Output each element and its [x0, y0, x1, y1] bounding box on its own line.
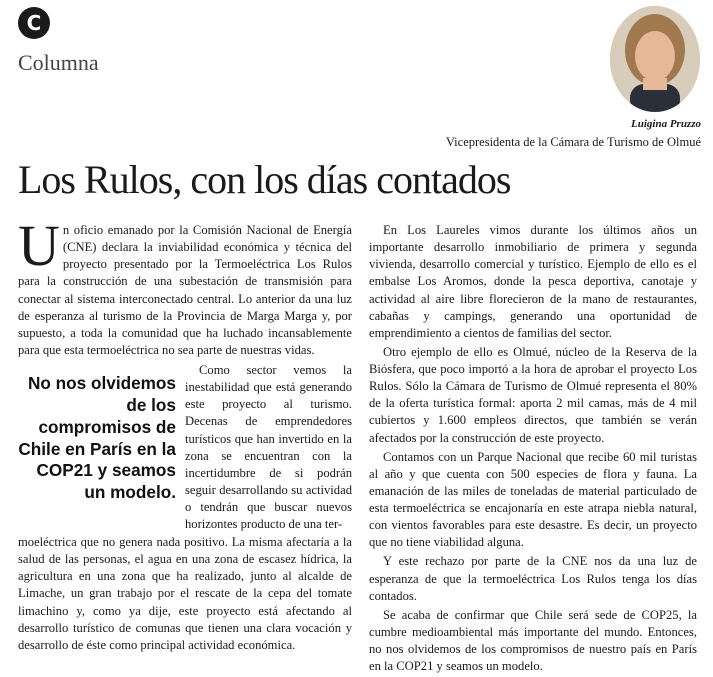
pull-quote: No nos olvidemos de los compromisos de Chile en París en la COP21 y seamos un modelo. [18, 373, 176, 503]
paragraph-laureles: En Los Laureles vimos durante los últimos años un importante desarrollo inmobiliario de primera y segunda vivienda, desarrollo comercial y turístico. Ejemplo de ello es el embalse Los Aromos, donde la pesca deportiva, canotaje y actividad al aire libre florecieron de la mano de restaurantes, cabañas y campings, generando una oportunidad de emprendimiento a cientos de familias del sector. [369, 223, 697, 340]
paragraph-rechazo: Y este rechazo por parte de la CNE nos da una luz de esperanza de que la termoeléctrica Los Rulos tenga los días contados. [369, 554, 697, 603]
mid-column-text [185, 362, 352, 533]
paragraph-parque: Contamos con un Parque Nacional que recibe 60 mil turistas al año y que cuenta con 500 especies de flora y fauna. La emanación de las miles de toneladas de material particulado de esta termoeléctrica se encajonaría en este atrapa niebla natural, con vientos favorables para este desastre. Es decir, un proyecto que no tiene viabilidad alguna. [369, 449, 697, 550]
drop-cap: U [18, 213, 60, 278]
paragraph-intro [18, 213, 352, 359]
author-role: Vicepresidenta de la Cámara de Turismo de Olmué [445, 135, 701, 149]
paragraph-olmue: Otro ejemplo de ello es Olmué, núcleo de la Reserva de la Biósfera, que poco importó a la hora de aprobar el proyecto Los Rulos. Sólo la Cámara de Turismo de Olmué representa el 80% de la oferta turística formal: aporta 2 mil camas, más de 4 mil cubiertos y 1.600 empleos directos, que también se verán afectados por la construcción de este proyecto. [369, 344, 697, 445]
paragraph-sector: Como sector vemos la inestabilidad que está generando este proyecto al turismo. Decenas de emprendedores turísticos que han invertido en la zona se encuentran con la incertidumbre de si podrán seguir desarrollando su actividad o tendrán que buscar nuevos horizontes producto de una ter- [185, 363, 352, 532]
intro-text: n oficio emanado por la Comisión Nacional de Energía (CNE) declara la inviabilidad económica y técnica del proyecto presentado por la Termoeléctrica Los Rulos para la construcción de una subestación de transmisión para conectar al sistema interconectado central. Lo anterior da una luz de esperanza al turismo de la Provincia de Marga Marga y, por supuesto, a toda la comunidad que ha luchado incansablemente para que esta termoeléctrica no sea parte de nuestras vidas. [18, 223, 352, 357]
author-name: Luigina Pruzzo [631, 118, 701, 130]
paragraph-sector-continued: moeléctrica que no genera nada positivo. La misma afectaría a la salud de las personas, el agua en una zona de escasez hídrica, la agricultura en una zona que ha realizado, junto al alcalde de Limache, un gran trabajo por el rescate de la cepa del tomate limachino y, como ya dije, este proyecto está afectando al desarrollo turístico de comunas que tienen una clara vocación y desarrollo de éste como principal actividad económica. [18, 535, 352, 652]
author-photo [610, 6, 700, 112]
left-column [18, 213, 352, 359]
right-column [369, 222, 697, 677]
section-label: Columna [18, 50, 99, 75]
article-title: Los Rulos, con los días contados [18, 157, 511, 202]
author-portrait-icon [610, 6, 700, 112]
left-column-bottom [18, 534, 352, 654]
paragraph-cop25: Se acaba de confirmar que Chile será sede de COP25, la cumbre medioambiental más importante del mundo. Entonces, no nos olvidemos de los compromisos de nuestro país en París en la COP21 y seamos un modelo. [369, 607, 697, 674]
column-badge: C [18, 7, 50, 39]
